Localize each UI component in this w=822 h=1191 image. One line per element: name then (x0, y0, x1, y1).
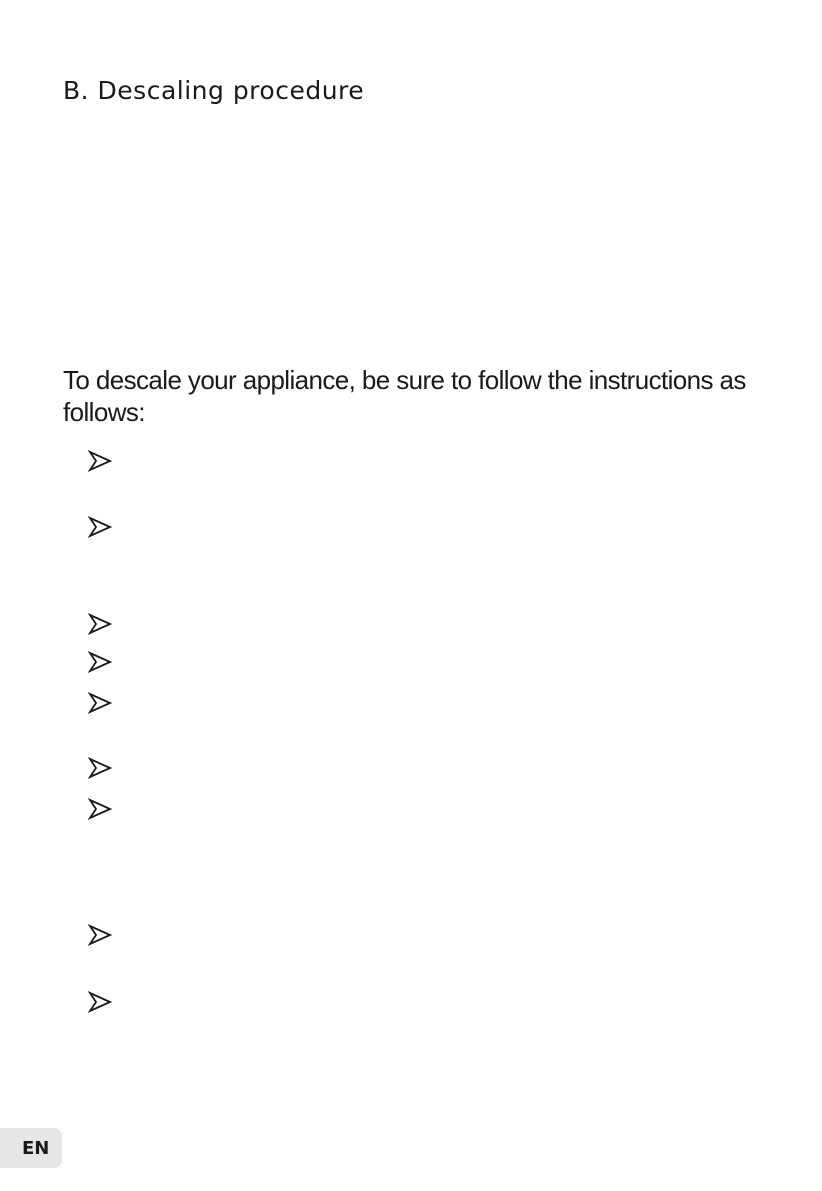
arrowhead-bullet-icon (88, 651, 112, 673)
language-tab-label: EN (22, 1138, 50, 1159)
arrowhead-bullet-icon (88, 516, 112, 538)
arrowhead-bullet-icon (88, 450, 112, 472)
arrowhead-bullet-icon (88, 613, 112, 635)
arrowhead-bullet-icon (88, 692, 112, 714)
arrowhead-bullet-icon (88, 924, 112, 946)
language-tab (0, 1128, 62, 1168)
section-heading: B. Descaling procedure (63, 76, 365, 105)
arrowhead-bullet-icon (88, 757, 112, 779)
arrowhead-bullet-icon (88, 798, 112, 820)
intro-paragraph: To descale your appliance, be sure to follow the instructions as follows: (63, 365, 746, 427)
arrowhead-bullet-icon (88, 991, 112, 1013)
